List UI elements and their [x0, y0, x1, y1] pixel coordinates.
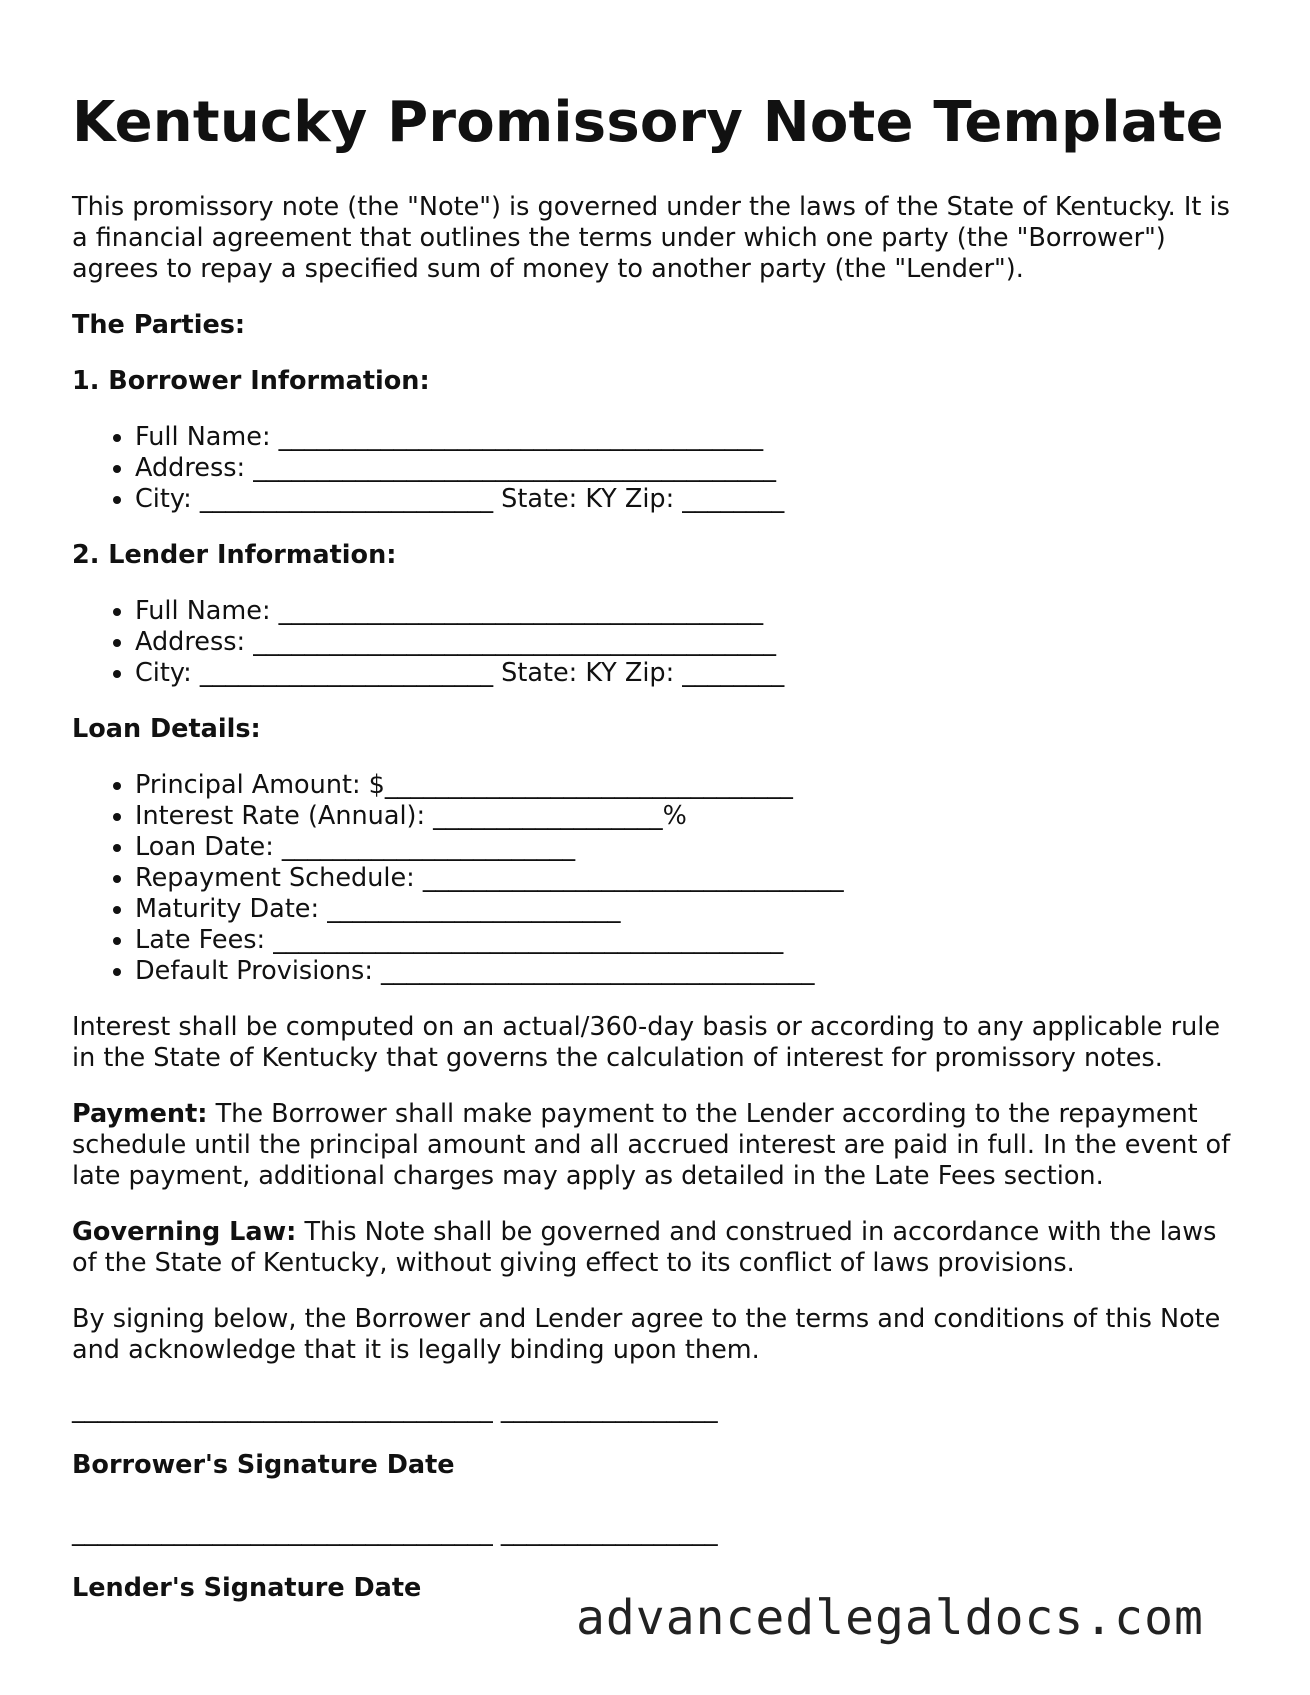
payment-label: Payment:: [72, 1099, 208, 1129]
site-watermark: advancedlegaldocs.com: [576, 1590, 1204, 1646]
borrower-heading: 1. Borrower Information:: [72, 366, 430, 396]
maturity-date-field: • Maturity Date: _______________________: [135, 894, 1242, 925]
payment-text: The Borrower shall make payment to the Lender according to the repayment schedule until the principal amount and all accrued interest are paid in full. In the event of late payment, additional charges may apply as detailed in the Late Fees section.: [72, 1099, 1231, 1191]
loan-date-field: • Loan Date: _______________________: [135, 832, 1242, 863]
lender-heading: 2. Lender Information:: [72, 540, 397, 570]
borrower-address-field: • Address: _________________________________________: [135, 453, 1242, 484]
payment-paragraph: [72, 1099, 1242, 1192]
lender-info-list: [72, 596, 1242, 689]
borrower-signature-label: Borrower's Signature Date: [72, 1450, 455, 1480]
lender-signature-label: Lender's Signature Date: [72, 1573, 422, 1603]
default-provisions-field: • Default Provisions: __________________________________: [135, 956, 1242, 987]
governing-law-text: This Note shall be governed and construed in accordance with the laws of the State of Kentucky, without giving effect to its conflict of laws provisions.: [72, 1217, 1217, 1278]
borrower-full-name-field: • Full Name: ______________________________________: [135, 422, 1242, 453]
repayment-schedule-field: • Repayment Schedule: _________________________________: [135, 863, 1242, 894]
lender-city-state-zip-field: • City: _______________________ State: KY Zip: ________: [135, 658, 1242, 689]
loan-details-heading: Loan Details:: [72, 714, 261, 744]
lender-signature-line: _________________________________ _________________: [72, 1517, 718, 1547]
lender-address-field: • Address: _________________________________________: [135, 627, 1242, 658]
governing-law-label: Governing Law:: [72, 1217, 297, 1247]
governing-law-paragraph: [72, 1217, 1242, 1279]
document-title: Kentucky Promissory Note Template: [72, 90, 1224, 155]
interest-rate-field: • Interest Rate (Annual): __________________%: [135, 801, 1242, 832]
loan-details-list: [72, 770, 1242, 987]
document-page: [72, 88, 1242, 1640]
borrower-city-state-zip-field: • City: _______________________ State: KY Zip: ________: [135, 484, 1242, 515]
intro-paragraph: This promissory note (the "Note") is governed under the laws of the State of Kentucky. It is a financial agreement that outlines the terms under which one party (the "Borrower") agrees to repay a specified sum of money to another party (the "Lender").: [72, 192, 1230, 284]
parties-heading: The Parties:: [72, 310, 246, 340]
signing-paragraph: By signing below, the Borrower and Lender agree to the terms and conditions of this Note and acknowledge that it is legally binding upon them.: [72, 1304, 1221, 1365]
lender-full-name-field: • Full Name: ______________________________________: [135, 596, 1242, 627]
principal-amount-field: • Principal Amount: $________________________________: [135, 770, 1242, 801]
interest-paragraph: Interest shall be computed on an actual/360-day basis or according to any applicable rule in the State of Kentucky that governs the calculation of interest for promissory notes.: [72, 1012, 1221, 1073]
borrower-info-list: [72, 422, 1242, 515]
late-fees-field: • Late Fees: ________________________________________: [135, 925, 1242, 956]
borrower-signature-line: _________________________________ _________________: [72, 1394, 718, 1424]
